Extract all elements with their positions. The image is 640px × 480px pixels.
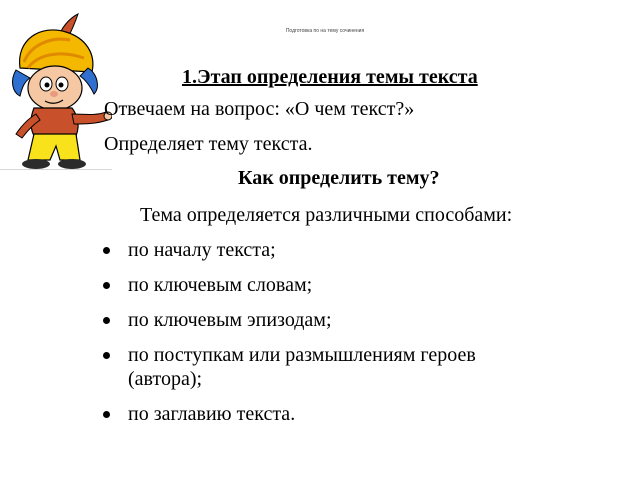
bullet-dot-icon bbox=[103, 282, 110, 289]
bullet-item-keywords bbox=[100, 273, 620, 297]
methods-bullet-list bbox=[100, 238, 620, 437]
bullet-item-key-episodes bbox=[100, 308, 620, 332]
how-to-define-subheading: Как определить тему? bbox=[238, 167, 440, 189]
bullet-item-text-beginning bbox=[100, 238, 620, 262]
bullet-text: по заглавию текста. bbox=[128, 403, 296, 425]
bullet-dot-icon bbox=[103, 317, 110, 324]
question-line: Отвечаем на вопрос: «О чем текст?» bbox=[104, 98, 415, 120]
defines-topic-line: Определяет тему текста. bbox=[104, 133, 313, 155]
bullet-dot-icon bbox=[103, 411, 110, 418]
cartoon-boy-mascot-image bbox=[0, 10, 112, 170]
bullet-text-continuation: (автора); bbox=[128, 368, 203, 390]
bullet-item-hero-actions bbox=[100, 343, 620, 391]
bullet-item-title bbox=[100, 402, 620, 426]
bullet-dot-icon bbox=[103, 352, 110, 359]
mascot-divider bbox=[0, 169, 112, 170]
bullet-text: по ключевым словам; bbox=[128, 274, 313, 296]
stage-heading: 1.Этап определения темы текста bbox=[182, 66, 478, 88]
bullet-dot-icon bbox=[103, 247, 110, 254]
methods-intro-line: Тема определяется различными способами: bbox=[140, 204, 513, 226]
slide-small-title: Подготовка по на тему сочинения bbox=[285, 28, 365, 34]
bullet-text: по началу текста; bbox=[128, 239, 276, 261]
bullet-text: по ключевым эпизодам; bbox=[128, 309, 332, 331]
bullet-text: по поступкам или размышлениям героев bbox=[128, 344, 476, 366]
